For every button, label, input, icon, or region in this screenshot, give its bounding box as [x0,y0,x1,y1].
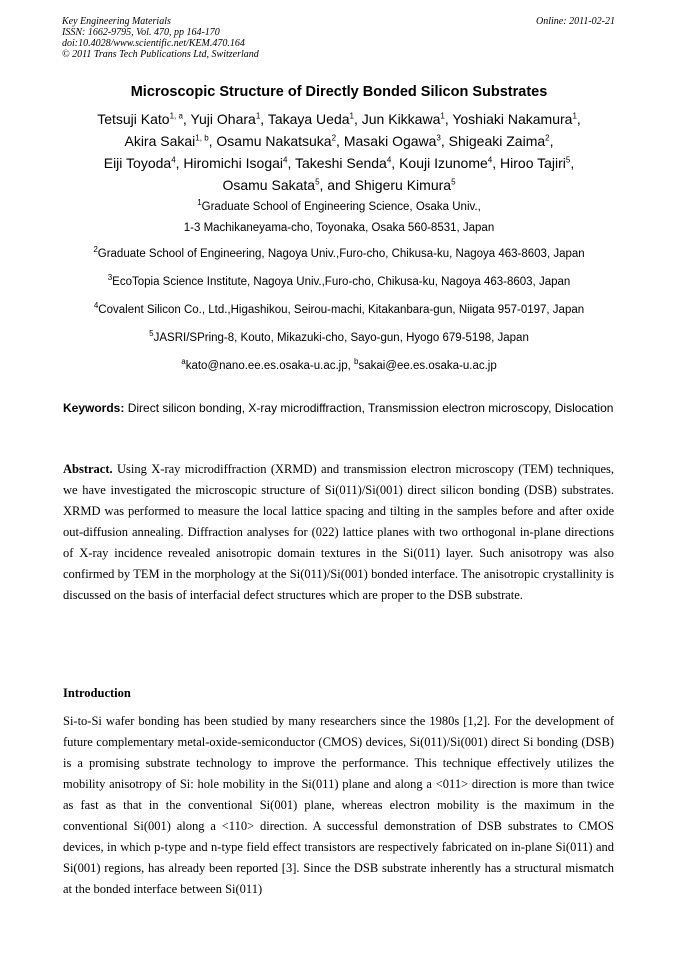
affiliation-1: $^1$Graduate School of Engineering Science, Osaka Univ., 1-3 Machikaneyama-cho, Toyonaka, Osaka 560-8531, Japan [183,198,495,234]
issn-line: ISSN: 1662-9795, Vol. 470, pp 164-170 [62,27,220,38]
affiliation-3: $^3$EcoTopia Science Institute, Nagoya Univ.,Furo-cho, Chikusa-ku, Nagoya 463-8603, Japan [107,273,571,288]
author: Shigeaki Zaima$^2$, [448,133,554,149]
doi-line: doi:10.4028/www.scientific.net/KEM.470.164 [62,38,245,49]
paper-title: Microscopic Structure of Directly Bonded Silicon Substrates [130,84,548,100]
author: Masaki Ogawa$^3$, [343,133,449,149]
author: Shigeru Kimura$^5$ [354,177,456,193]
author-list [40,108,638,196]
journal-header [62,16,259,60]
online-date: Online: 2011-02-21 [536,16,615,27]
author: Takeshi Senda$^4$, [295,155,400,171]
abstract-text: Using X-ray microdiffraction (XRMD) and transmission electron microscopy (TEM) techniques, we have investigated the microscopic structure of Si(011)/Si(001) direct silicon bonding (DSB) substrates. XRMD was performed to measure the local lattice spacing and tilting in the samples before and after oxide out-diffusion annealing. Diffraction analyses for (022) lattice planes with two orthogonal in-plane directions of X-ray incidence revealed anisotropic domain textures in the Si(011) layer. Such anisotropy was also confirmed by TEM in the morphology at the Si(011)/Si(001) bonded interface. The anisotropic crystallinity is discussed on the basis of interfacial defect structures which are proper to the DSB substrate. [63,462,614,602]
author: Kouji Izunome$^4$, [399,155,501,171]
abstract-label: Abstract. [63,462,113,476]
author: Osamu Nakatsuka$^2$, [216,133,344,149]
keywords-text: Direct silicon bonding, X-ray microdiffraction, Transmission electron microscopy, Dislocation [124,401,614,415]
introduction-text: Si-to-Si wafer bonding has been studied by many researchers since the 1980s [1,2]. For the development of future complementary metal-oxide-semiconductor (CMOS) devices, Si(011)/Si(001) direct Si bonding (DSB) is a promising substrate technology to improve the performance. This technique effectively utilizes the mobility anisotropy of Si: hole mobility in the Si(011) plane and along a <011> direction is more than twice as fast as that in the conventional Si(001) plane, whereas electron mobility is the maximum in the conventional Si(001) along a <110> direction. A successful demonstration of DSB substrates to CMOS devices, in which p-type and n-type field effect transistors are respectively fabricated on in-plane Si(011) and Si(001) regions, has already been reported [3]. Since the DSB substrate inherently has a structural mismatch at the bonded interface between Si(011) [63,714,614,896]
email-line: $^a$kato@nano.ee.es.osaka-u.ac.jp, $^b$sakai@ee.es.osaka-u.ac.jp [181,357,497,372]
author: Osamu Sakata$^5$, and [222,177,355,193]
author: Eiji Toyoda$^4$, [103,155,184,171]
author: Jun Kikkawa$^1$, [361,111,453,127]
keywords-label: Keywords: [63,401,125,415]
author: Tetsuji Kato$^{1, a}$, [97,111,191,127]
author: Hiroo Tajiri$^5$, [500,155,575,171]
author: Hiromichi Isogai$^4$, [183,155,295,171]
introduction-heading: Introduction [63,686,131,700]
author: Yuji Ohara$^1$, [190,111,268,127]
author: Takaya Ueda$^1$, [267,111,362,127]
affiliation-4: $^4$Covalent Silicon Co., Ltd.,Higashikou, Seirou-machi, Kitakanbara-gun, Niigata 957-0197, Japan [93,301,585,316]
keywords [63,398,614,419]
author: Akira Sakai$^{1, b}$, [124,133,217,149]
affiliation-2: $^2$Graduate School of Engineering, Nagoya Univ.,Furo-cho, Chikusa-ku, Nagoya 463-8603, Japan [93,245,585,260]
author: Yoshiaki Nakamura$^1$, [452,111,581,127]
journal-name: Key Engineering Materials [62,16,171,27]
abstract [63,459,614,606]
affiliation-5: $^5$JASRI/SPring-8, Kouto, Mikazuki-cho, Sayo-gun, Hyogo 679-5198, Japan [149,329,529,344]
copyright-line: © 2011 Trans Tech Publications Ltd, Switzerland [62,49,259,60]
